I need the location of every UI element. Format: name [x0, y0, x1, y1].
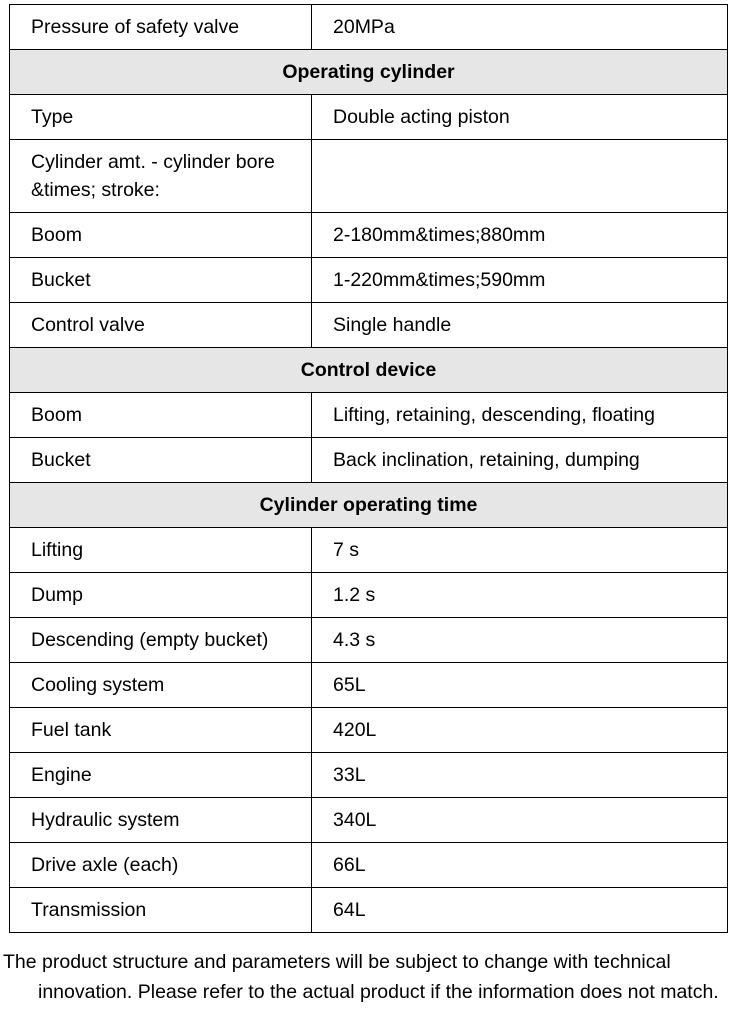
spec-label: Fuel tank: [10, 708, 312, 753]
spec-label: Transmission: [10, 888, 312, 933]
table-row: [10, 213, 728, 258]
spec-table: [9, 4, 728, 933]
spec-label: Type: [10, 95, 312, 140]
spec-value: 66L: [312, 843, 728, 888]
spec-label: Boom: [10, 393, 312, 438]
spec-value: 20MPa: [312, 5, 728, 50]
table-row: [10, 888, 728, 933]
table-row: [10, 438, 728, 483]
disclaimer-line-2: innovation. Please refer to the actual product if the information does not match.: [38, 981, 719, 1003]
spec-value: 33L: [312, 753, 728, 798]
spec-label: Bucket: [10, 438, 312, 483]
spec-value: 7 s: [312, 528, 728, 573]
spec-value: 340L: [312, 798, 728, 843]
spec-value: Back inclination, retaining, dumping: [312, 438, 728, 483]
table-row: [10, 663, 728, 708]
spec-label: Pressure of safety valve: [10, 5, 312, 50]
spec-value: 64L: [312, 888, 728, 933]
section-title: Cylinder operating time: [10, 483, 728, 528]
table-row: [10, 95, 728, 140]
table-row: [10, 140, 728, 213]
spec-label: Dump: [10, 573, 312, 618]
spec-label: Descending (empty bucket): [10, 618, 312, 663]
spec-label: Hydraulic system: [10, 798, 312, 843]
section-header-row: [10, 50, 728, 95]
spec-value: 2-180mm&times;880mm: [312, 213, 728, 258]
spec-label: Cooling system: [10, 663, 312, 708]
table-row: [10, 393, 728, 438]
spec-value: 1-220mm&times;590mm: [312, 258, 728, 303]
table-row: [10, 843, 728, 888]
spec-value: 1.2 s: [312, 573, 728, 618]
disclaimer-note: [0, 947, 750, 1007]
table-row: [10, 258, 728, 303]
table-row: [10, 708, 728, 753]
spec-label: Bucket: [10, 258, 312, 303]
table-row: [10, 753, 728, 798]
section-title: Operating cylinder: [10, 50, 728, 95]
section-title: Control device: [10, 348, 728, 393]
spec-value: Single handle: [312, 303, 728, 348]
spec-label: Boom: [10, 213, 312, 258]
spec-value: 4.3 s: [312, 618, 728, 663]
section-header-row: [10, 483, 728, 528]
spec-value: 420L: [312, 708, 728, 753]
spec-label: Cylinder amt. - cylinder bore &times; stroke:: [10, 140, 312, 213]
section-header-row: [10, 348, 728, 393]
spec-value: 65L: [312, 663, 728, 708]
table-row: [10, 618, 728, 663]
table-row: [10, 303, 728, 348]
spec-label: Engine: [10, 753, 312, 798]
spec-value: [312, 140, 728, 213]
table-row: [10, 5, 728, 50]
spec-value: Lifting, retaining, descending, floating: [312, 393, 728, 438]
spec-label: Lifting: [10, 528, 312, 573]
disclaimer-line-1: The product structure and parameters will be subject to change with technical: [3, 951, 671, 973]
table-row: [10, 798, 728, 843]
spec-label: Control valve: [10, 303, 312, 348]
spec-value: Double acting piston: [312, 95, 728, 140]
table-row: [10, 528, 728, 573]
spec-table-body: [10, 5, 728, 933]
table-row: [10, 573, 728, 618]
spec-label: Drive axle (each): [10, 843, 312, 888]
